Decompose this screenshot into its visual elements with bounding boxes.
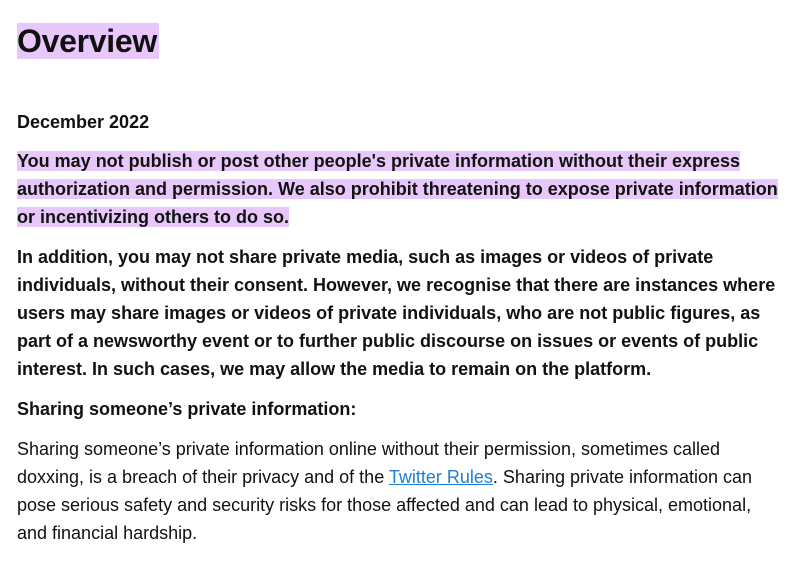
- intro-paragraph: [17, 147, 781, 231]
- page-title-text: Overview: [17, 23, 157, 59]
- policy-document: [17, 0, 781, 547]
- section-heading: Sharing someone’s private information:: [17, 399, 357, 419]
- section-body: [17, 435, 781, 547]
- page-title: [17, 21, 781, 61]
- twitter-rules-link[interactable]: Twitter Rules: [388, 467, 493, 487]
- intro-highlighted-text: You may not publish or post other people's private information without their express authorization and permission. We also prohibit threatening to expose private information or incentivizing others to do so.: [17, 151, 778, 227]
- media-paragraph: In addition, you may not share private media, such as images or videos of private individuals, without their consent. However, we recognise that there are instances where users may share images or videos of private individuals, who are not public figures, as part of a newsworthy event or to further public discourse on issues or events of public interest. In such cases, we may allow the media to remain on the platform.: [17, 247, 776, 379]
- section-body-text-after-link: . Sharing private information can pose serious safety and security risks for those affected and can lead to physical, emotional, and financial hardship.: [17, 467, 753, 543]
- section-body-text-before-link: Sharing someone’s private information online without their permission, sometimes called doxxing, is a breach of their privacy and of the: [17, 439, 721, 487]
- document-date: December 2022: [17, 112, 150, 132]
